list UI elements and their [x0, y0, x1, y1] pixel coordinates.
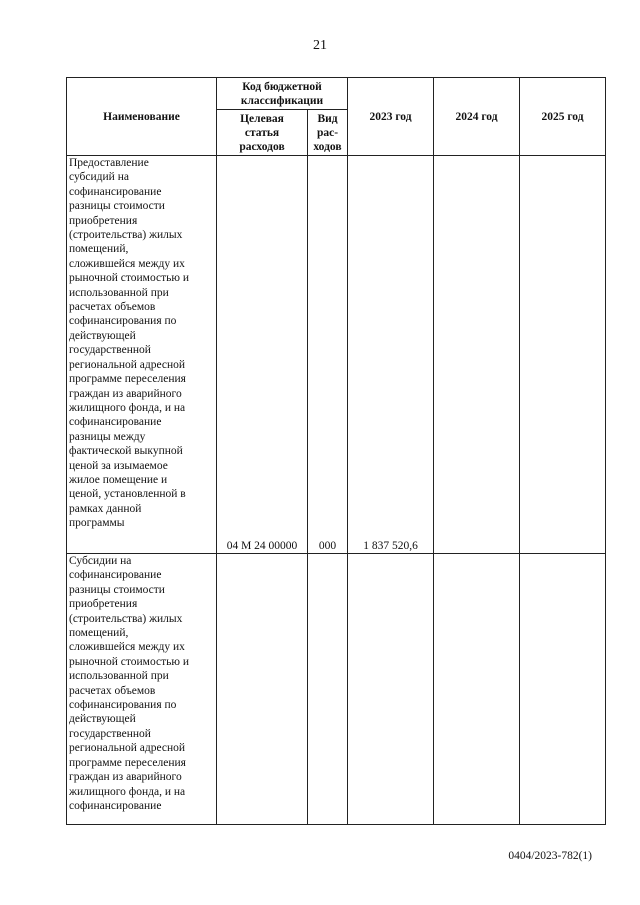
header-2025: 2025 год	[520, 78, 606, 156]
header-code-group: Код бюджетной классификации	[217, 78, 348, 110]
row-amount-2023	[348, 554, 434, 825]
row-amount-2024	[434, 156, 520, 554]
table-row	[67, 554, 606, 825]
row-amount-2024	[434, 554, 520, 825]
header-2023: 2023 год	[348, 78, 434, 156]
row-name: Субсидии на софинансирование разницы стоимости приобретения (строительства) жилых помещений, сложившейся между их рыночной стоимостью и использованной при расчетах объемов софинансирования по действующей государственной региональной адресной программе переселения граждан из аварийного жилищного фонда, и на софинансирование	[67, 554, 217, 825]
row-target-article	[217, 554, 308, 825]
row-expense-type	[308, 554, 348, 825]
header-name: Наименование	[67, 78, 217, 156]
document-code: 0404/2023-782(1)	[508, 850, 592, 862]
header-target-article: Целевая статья расходов	[217, 110, 308, 156]
row-amount-2023: 1 837 520,6	[348, 156, 434, 554]
row-amount-2025	[520, 156, 606, 554]
row-expense-type: 000	[308, 156, 348, 554]
page-number: 21	[313, 38, 327, 53]
row-amount-2025	[520, 554, 606, 825]
header-expense-type: Вид рас-ходов	[308, 110, 348, 156]
header-2024: 2024 год	[434, 78, 520, 156]
row-name: Предоставление субсидий на софинансирование разницы стоимости приобретения (строительства) жилых помещений, сложившейся между их рыночной стоимостью и использованной при расчетах объемов софинансирования по действующей государственной региональной адресной программе переселения граждан из аварийного жилищного фонда, и на софинансирование разницы между фактической выкупной ценой за изымаемое жилое помещение и ценой, установленной в рамках данной программы	[67, 156, 217, 554]
budget-table	[66, 77, 606, 825]
table-row	[67, 156, 606, 554]
row-target-article: 04 М 24 00000	[217, 156, 308, 554]
